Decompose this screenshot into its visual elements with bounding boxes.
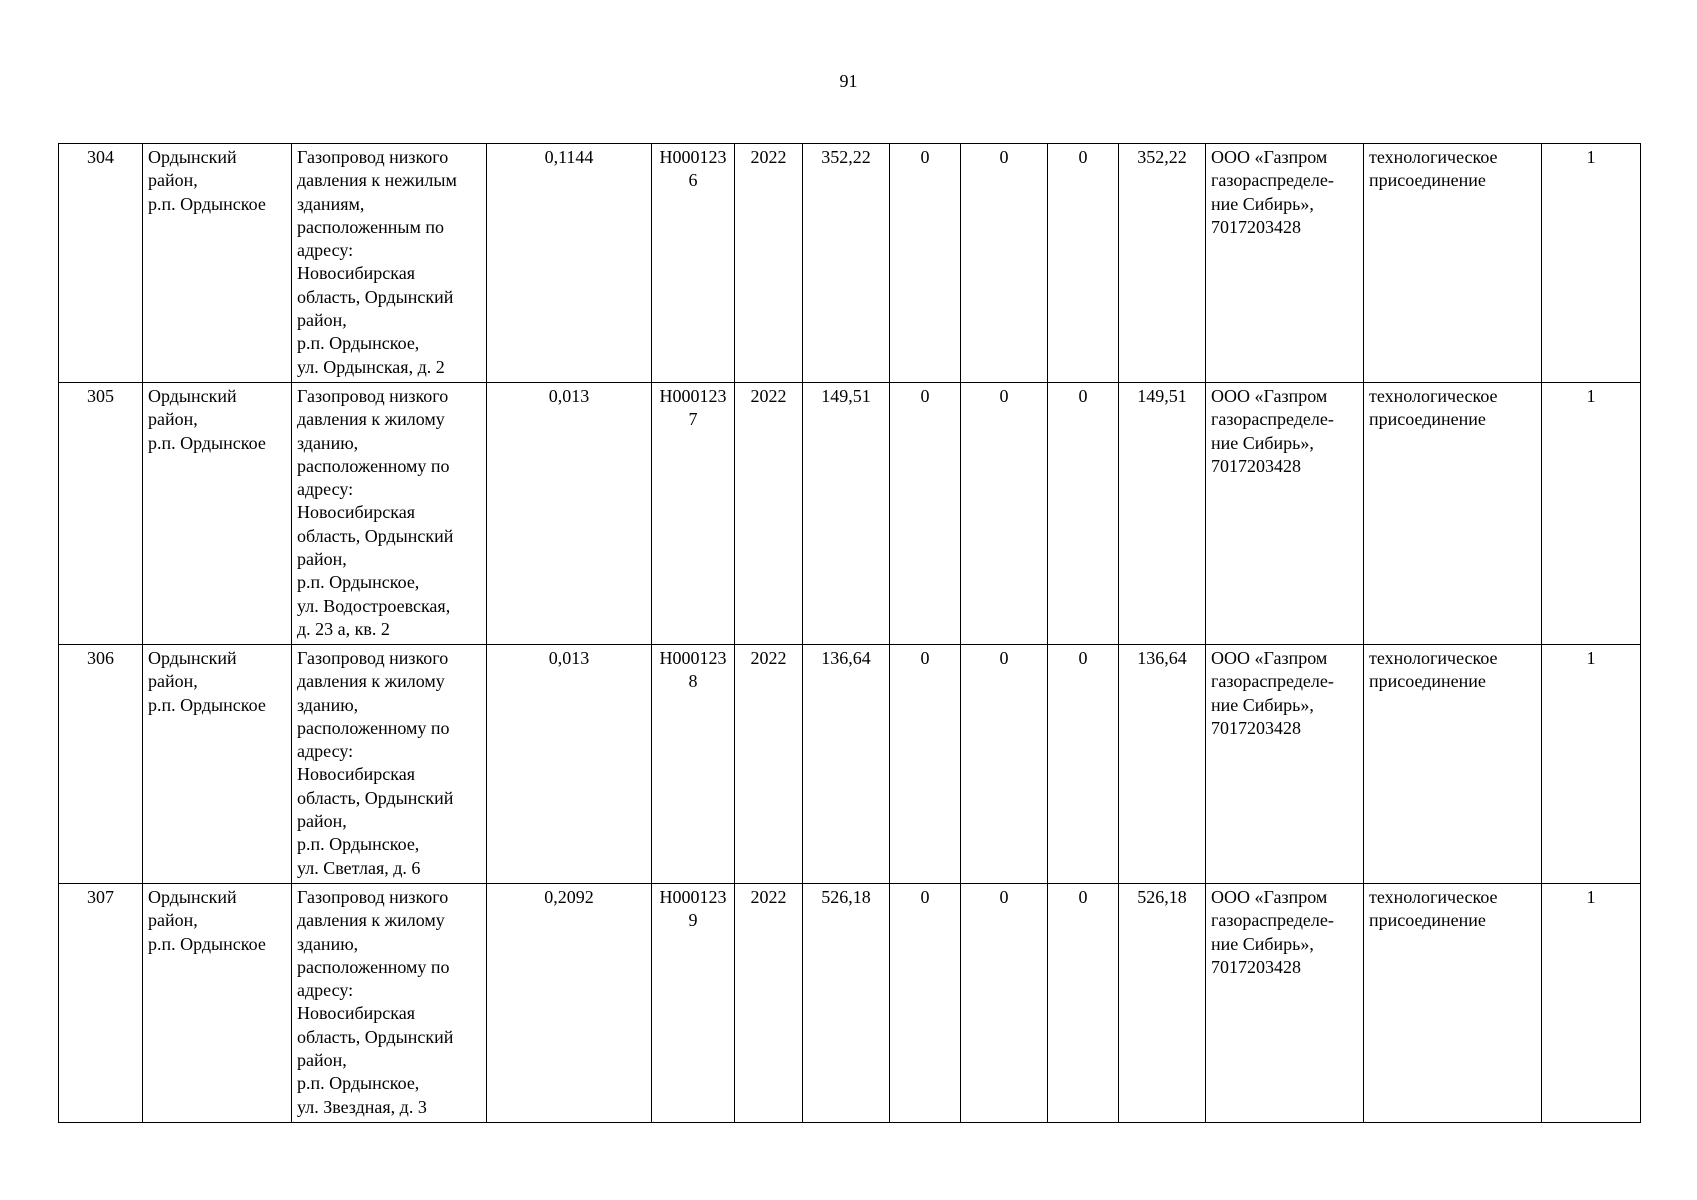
- location-cell: [143, 884, 292, 1123]
- description-cell: [292, 144, 487, 383]
- description-line: зданиям,: [297, 193, 365, 214]
- organization-line: ние Сибирь»,: [1211, 432, 1314, 453]
- organization-cell: [1206, 383, 1364, 645]
- table-row: [59, 383, 1641, 645]
- row-number-cell: 306: [59, 645, 143, 884]
- description-line: давления к нежилым: [297, 170, 457, 191]
- description-line: область, Ордынский: [297, 286, 454, 307]
- description-line: область, Ордынский: [297, 787, 454, 808]
- description-line: зданию,: [297, 933, 359, 954]
- purpose-line: технологическое: [1369, 648, 1498, 668]
- description-cell: [292, 884, 487, 1123]
- purpose-cell: [1364, 383, 1542, 645]
- location-line: район,: [148, 170, 198, 191]
- cost-cell: 526,18: [803, 884, 890, 1123]
- value-cell-1: 0: [890, 383, 961, 645]
- organization-line: газораспределе-: [1211, 910, 1334, 931]
- description-line: зданию,: [297, 694, 359, 715]
- count-cell: 1: [1542, 884, 1641, 1123]
- value-cell-3: 0: [1048, 645, 1119, 884]
- code-line: 7: [688, 409, 698, 430]
- location-line: р.п. Ордынское: [148, 432, 266, 453]
- value-cell-2: 0: [961, 383, 1048, 645]
- location-line: Ордынский: [148, 648, 237, 668]
- description-line: зданию,: [297, 432, 359, 453]
- organization-line: ООО «Газпром: [1211, 147, 1328, 167]
- organization-line: газораспределе-: [1211, 409, 1334, 430]
- year-cell: 2022: [735, 144, 803, 383]
- organization-line: 7017203428: [1211, 717, 1301, 738]
- code-cell: [652, 144, 735, 383]
- purpose-line: технологическое: [1369, 147, 1498, 167]
- code-cell: [652, 383, 735, 645]
- cost-cell: 136,64: [803, 645, 890, 884]
- organization-line: ние Сибирь»,: [1211, 694, 1314, 715]
- length-cell: 0,013: [487, 383, 652, 645]
- cost-cell: 352,22: [803, 144, 890, 383]
- location-line: Ордынский: [148, 887, 237, 907]
- table-row: [59, 144, 1641, 383]
- row-number-cell: 304: [59, 144, 143, 383]
- year-cell: 2022: [735, 383, 803, 645]
- description-line: Газопровод низкого: [297, 386, 449, 406]
- total-cell: 526,18: [1119, 884, 1206, 1123]
- code-line: 8: [688, 671, 698, 692]
- description-line: давления к жилому: [297, 409, 445, 430]
- organization-line: ООО «Газпром: [1211, 386, 1328, 406]
- location-cell: [143, 144, 292, 383]
- total-cell: 136,64: [1119, 645, 1206, 884]
- location-line: район,: [148, 409, 198, 430]
- value-cell-3: 0: [1048, 884, 1119, 1123]
- description-line: Новосибирская: [297, 502, 415, 523]
- purpose-cell: [1364, 144, 1542, 383]
- organization-cell: [1206, 144, 1364, 383]
- description-line: район,: [297, 549, 347, 570]
- description-line: район,: [297, 811, 347, 832]
- description-cell: [292, 645, 487, 884]
- description-line: адресу:: [297, 741, 354, 762]
- description-line: область, Ордынский: [297, 1026, 454, 1047]
- organization-line: ООО «Газпром: [1211, 887, 1328, 907]
- table-row: [59, 884, 1641, 1123]
- location-line: район,: [148, 910, 198, 931]
- location-line: район,: [148, 671, 198, 692]
- code-line: Н000123: [659, 386, 727, 406]
- code-line: Н000123: [659, 147, 727, 167]
- organization-line: 7017203428: [1211, 956, 1301, 977]
- code-cell: [652, 884, 735, 1123]
- purpose-line: технологическое: [1369, 887, 1498, 907]
- description-line: ул. Звездная, д. 3: [297, 1096, 427, 1117]
- value-cell-2: 0: [961, 645, 1048, 884]
- description-line: Газопровод низкого: [297, 147, 449, 167]
- description-line: р.п. Ордынское,: [297, 333, 420, 354]
- organization-line: 7017203428: [1211, 216, 1301, 237]
- value-cell-1: 0: [890, 884, 961, 1123]
- description-line: Новосибирская: [297, 1003, 415, 1024]
- page-number: 91: [839, 71, 858, 91]
- description-line: д. 23 а, кв. 2: [297, 618, 390, 639]
- count-cell: 1: [1542, 645, 1641, 884]
- purpose-line: присоединение: [1369, 170, 1486, 191]
- cost-cell: 149,51: [803, 383, 890, 645]
- organization-cell: [1206, 884, 1364, 1123]
- code-line: Н000123: [659, 648, 727, 668]
- description-line: адресу:: [297, 240, 354, 261]
- description-line: адресу:: [297, 980, 354, 1001]
- purpose-cell: [1364, 884, 1542, 1123]
- description-line: область, Ордынский: [297, 525, 454, 546]
- organization-line: 7017203428: [1211, 455, 1301, 476]
- length-cell: 0,013: [487, 645, 652, 884]
- total-cell: 352,22: [1119, 144, 1206, 383]
- description-line: р.п. Ордынское,: [297, 834, 420, 855]
- registry-table: [58, 143, 1641, 1123]
- organization-line: ООО «Газпром: [1211, 648, 1328, 668]
- code-cell: [652, 645, 735, 884]
- description-cell: [292, 383, 487, 645]
- code-line: 6: [688, 170, 698, 191]
- description-line: Новосибирская: [297, 764, 415, 785]
- row-number-cell: 307: [59, 884, 143, 1123]
- count-cell: 1: [1542, 383, 1641, 645]
- purpose-line: присоединение: [1369, 671, 1486, 692]
- location-cell: [143, 645, 292, 884]
- description-line: давления к жилому: [297, 910, 445, 931]
- total-cell: 149,51: [1119, 383, 1206, 645]
- organization-line: ние Сибирь»,: [1211, 933, 1314, 954]
- description-line: ул. Водостроевская,: [297, 595, 451, 616]
- purpose-line: технологическое: [1369, 386, 1498, 406]
- description-line: район,: [297, 1050, 347, 1071]
- length-cell: 0,1144: [487, 144, 652, 383]
- purpose-cell: [1364, 645, 1542, 884]
- organization-cell: [1206, 645, 1364, 884]
- organization-line: ние Сибирь»,: [1211, 193, 1314, 214]
- location-line: р.п. Ордынское: [148, 694, 266, 715]
- year-cell: 2022: [735, 645, 803, 884]
- description-line: ул. Светлая, д. 6: [297, 857, 421, 878]
- location-cell: [143, 383, 292, 645]
- value-cell-3: 0: [1048, 383, 1119, 645]
- value-cell-3: 0: [1048, 144, 1119, 383]
- description-line: расположенным по: [297, 216, 444, 237]
- value-cell-1: 0: [890, 144, 961, 383]
- description-line: ул. Ордынская, д. 2: [297, 356, 445, 377]
- purpose-line: присоединение: [1369, 910, 1486, 931]
- organization-line: газораспределе-: [1211, 671, 1334, 692]
- description-line: р.п. Ордынское,: [297, 1073, 420, 1094]
- location-line: Ордынский: [148, 386, 237, 406]
- description-line: расположенному по: [297, 956, 450, 977]
- description-line: давления к жилому: [297, 671, 445, 692]
- description-line: Газопровод низкого: [297, 648, 449, 668]
- description-line: расположенному по: [297, 455, 450, 476]
- table-row: [59, 645, 1641, 884]
- value-cell-2: 0: [961, 144, 1048, 383]
- description-line: р.п. Ордынское,: [297, 572, 420, 593]
- code-line: 9: [688, 910, 698, 931]
- location-line: Ордынский: [148, 147, 237, 167]
- count-cell: 1: [1542, 144, 1641, 383]
- description-line: район,: [297, 310, 347, 331]
- value-cell-2: 0: [961, 884, 1048, 1123]
- code-line: Н000123: [659, 887, 727, 907]
- location-line: р.п. Ордынское: [148, 933, 266, 954]
- location-line: р.п. Ордынское: [148, 193, 266, 214]
- description-line: адресу:: [297, 479, 354, 500]
- year-cell: 2022: [735, 884, 803, 1123]
- length-cell: 0,2092: [487, 884, 652, 1123]
- value-cell-1: 0: [890, 645, 961, 884]
- description-line: расположенному по: [297, 717, 450, 738]
- row-number-cell: 305: [59, 383, 143, 645]
- description-line: Новосибирская: [297, 263, 415, 284]
- purpose-line: присоединение: [1369, 409, 1486, 430]
- description-line: Газопровод низкого: [297, 887, 449, 907]
- organization-line: газораспределе-: [1211, 170, 1334, 191]
